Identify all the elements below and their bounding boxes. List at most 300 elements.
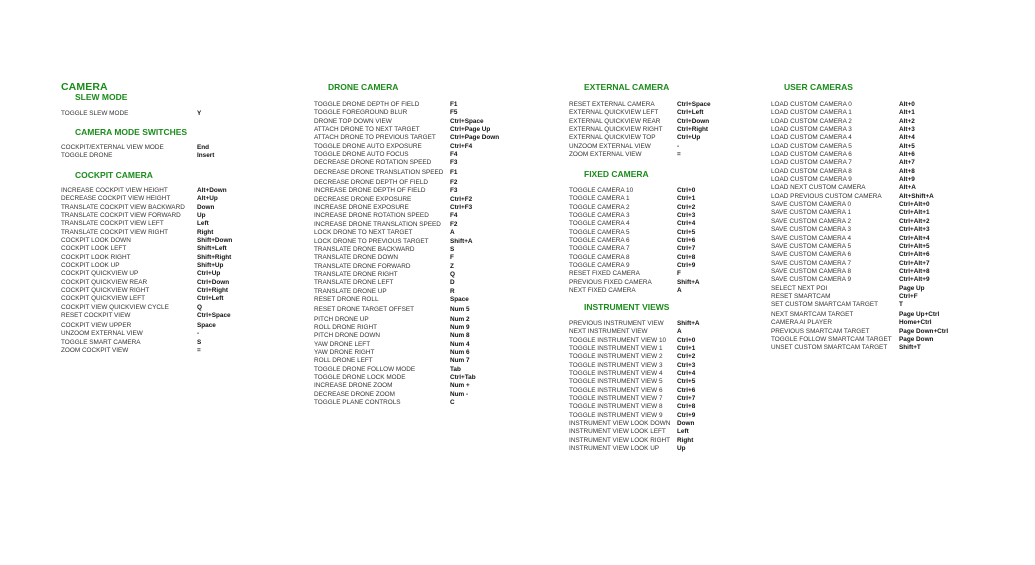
key-binding: Ctrl+Alt+3	[899, 226, 930, 234]
key-binding: Num 6	[450, 348, 470, 356]
key-binding: Num 9	[450, 323, 470, 331]
key-binding: Ctrl+5	[677, 378, 696, 386]
key-binding: A	[450, 229, 455, 237]
binding-row	[314, 169, 499, 177]
binding-row	[314, 187, 499, 195]
binding-row	[314, 118, 499, 126]
binding-row	[771, 176, 948, 184]
action-label: DECREASE DRONE DEPTH OF FIELD	[314, 179, 428, 187]
action-label: DECREASE DRONE EXPOSURE	[314, 195, 412, 203]
binding-row	[61, 245, 232, 253]
action-label: TOGGLE PLANE CONTROLS	[314, 399, 401, 407]
key-binding: Down	[677, 420, 695, 428]
action-label: CAMERA AI PLAYER	[771, 319, 832, 327]
action-label: ATTACH DRONE TO NEXT TARGET	[314, 126, 420, 134]
key-binding: Alt+7	[899, 159, 915, 167]
binding-row	[771, 109, 948, 117]
key-binding: F	[450, 254, 454, 262]
action-label: TRANSLATE DRONE BACKWARD	[314, 245, 415, 253]
key-binding: -	[677, 142, 680, 150]
binding-row	[314, 179, 499, 187]
action-label: EXTERNAL QUICKVIEW TOP	[569, 134, 656, 142]
key-binding: Ctrl+Up	[677, 134, 701, 142]
key-binding: Ctrl+Alt+4	[899, 234, 930, 242]
action-label: TOGGLE CAMERA 2	[569, 203, 630, 211]
action-label: ZOOM EXTERNAL VIEW	[569, 151, 642, 159]
action-label: LOAD CUSTOM CAMERA 9	[771, 176, 852, 184]
key-binding: Shift+Right	[197, 253, 232, 261]
action-label: TOGGLE DRONE LOCK MODE	[314, 374, 406, 381]
key-binding: D	[450, 279, 455, 287]
key-binding: Ctrl+F	[899, 292, 918, 300]
action-label: ATTACH DRONE TO PREVIOUS TARGET	[314, 134, 436, 142]
action-label: TOGGLE INSTRUMENT VIEW 9	[569, 411, 663, 419]
binding-row	[61, 212, 232, 220]
action-label: INCREASE DRONE TRANSLATION SPEED	[314, 220, 441, 228]
key-binding: Ctrl+Up	[197, 270, 221, 278]
binding-row	[771, 319, 948, 327]
section-heading: SLEW MODE	[75, 92, 128, 102]
key-binding: Ctrl+7	[677, 395, 696, 403]
key-binding: Ctrl+Right	[677, 126, 709, 134]
binding-row	[314, 126, 499, 134]
key-binding: Ctrl+8	[677, 403, 696, 411]
key-binding: F	[677, 270, 681, 278]
key-binding: Page Down+Ctrl	[899, 327, 949, 335]
key-binding: Tab	[450, 365, 461, 373]
binding-row	[61, 295, 232, 303]
action-label: TOGGLE DRONE FOLLOW MODE	[314, 365, 416, 373]
key-binding: Num 2	[450, 315, 470, 323]
key-binding: F2	[450, 179, 458, 187]
binding-row	[314, 391, 499, 399]
key-binding: Ctrl+3	[677, 361, 696, 369]
key-binding: Space	[450, 295, 469, 303]
binding-row	[771, 328, 948, 336]
action-label: LOAD CUSTOM CAMERA 6	[771, 151, 852, 159]
action-label: SAVE CUSTOM CAMERA 0	[771, 201, 852, 209]
action-label: SAVE CUSTOM CAMERA 4	[771, 234, 852, 242]
action-label: TOGGLE CAMERA 8	[569, 253, 630, 261]
action-label: TOGGLE DRONE	[61, 152, 113, 160]
action-label: TOGGLE INSTRUMENT VIEW 7	[569, 395, 663, 403]
key-binding: Num 8	[450, 332, 470, 340]
action-label: RESET EXTERNAL CAMERA	[569, 101, 655, 108]
binding-row	[771, 293, 948, 301]
binding-row	[61, 270, 232, 278]
action-label: DRONE TOP DOWN VIEW	[314, 117, 392, 125]
binding-row	[569, 428, 700, 436]
key-binding: Page Up+Ctrl	[899, 311, 940, 319]
action-label: INSTRUMENT VIEW LOOK LEFT	[569, 428, 666, 436]
binding-list	[314, 101, 499, 407]
key-binding: Ctrl+Down	[677, 117, 710, 125]
binding-row	[569, 118, 711, 126]
action-label: COCKPIT QUICKVIEW RIGHT	[61, 287, 150, 295]
key-binding: Ctrl+3	[677, 212, 696, 220]
key-binding: Ctrl+Left	[197, 295, 224, 303]
key-binding: Ctrl+Space	[197, 312, 231, 320]
action-label: EXTERNAL QUICKVIEW LEFT	[569, 109, 659, 117]
action-label: SAVE CUSTOM CAMERA 5	[771, 242, 852, 250]
binding-row	[771, 168, 948, 176]
binding-row	[569, 412, 700, 420]
binding-row	[314, 143, 499, 151]
action-label: SELECT NEXT POI	[771, 284, 828, 292]
binding-row	[314, 109, 499, 117]
action-label: TOGGLE FOLLOW SMARTCAM TARGET	[771, 336, 892, 344]
key-binding: Page Down	[899, 336, 934, 344]
action-label: TRANSLATE COCKPIT VIEW RIGHT	[61, 228, 168, 236]
binding-row	[314, 229, 499, 237]
action-label: TOGGLE DRONE DEPTH OF FIELD	[314, 101, 420, 108]
action-label: SET CUSTOM SMARTCAM TARGET	[771, 301, 878, 309]
action-label: TOGGLE INSTRUMENT VIEW 2	[569, 353, 663, 361]
binding-row	[61, 304, 232, 312]
binding-row	[314, 374, 499, 382]
key-binding: Ctrl+Alt+8	[899, 267, 930, 275]
action-label: ROLL DRONE LEFT	[314, 357, 373, 365]
key-binding: Alt+Shift+A	[899, 192, 934, 200]
action-label: TOGGLE FOREGROUND BLUR	[314, 109, 408, 117]
binding-row	[314, 263, 499, 271]
key-binding: F4	[450, 212, 458, 220]
key-binding: Ctrl+4	[677, 370, 696, 378]
binding-list	[771, 101, 948, 353]
binding-row	[61, 204, 232, 212]
key-binding: Num 5	[450, 305, 470, 313]
action-label: TOGGLE CAMERA 4	[569, 220, 630, 228]
key-binding: Alt+9	[899, 176, 915, 184]
action-label: TOGGLE INSTRUMENT VIEW 1	[569, 345, 663, 353]
key-binding: Ctrl+Right	[197, 287, 229, 295]
binding-row	[314, 399, 499, 407]
binding-row	[61, 195, 232, 203]
binding-row	[569, 362, 700, 370]
binding-row	[314, 341, 499, 349]
binding-row	[314, 204, 499, 212]
key-binding: Q	[450, 270, 455, 278]
binding-row	[314, 296, 499, 304]
key-binding: R	[450, 287, 455, 295]
binding-row	[314, 196, 499, 204]
action-label: RESET DRONE ROLL	[314, 295, 379, 303]
action-label: LOAD CUSTOM CAMERA 8	[771, 167, 852, 175]
section-heading: COCKPIT CAMERA	[75, 170, 153, 180]
binding-row	[569, 387, 700, 395]
action-label: UNZOOM EXTERNAL VIEW	[569, 142, 651, 150]
binding-row	[314, 134, 499, 142]
action-label: INCREASE DRONE ROTATION SPEED	[314, 212, 429, 220]
key-binding: Home+Ctrl	[899, 319, 932, 327]
key-binding: Alt+Down	[197, 187, 227, 194]
action-label: INCREASE COCKPIT VIEW HEIGHT	[61, 187, 168, 194]
key-binding: Ctrl+Space	[677, 101, 711, 108]
action-label: DECREASE COCKPIT VIEW HEIGHT	[61, 195, 171, 203]
action-label: SAVE CUSTOM CAMERA 1	[771, 209, 852, 217]
action-label: LOAD CUSTOM CAMERA 5	[771, 142, 852, 150]
binding-row	[314, 238, 499, 246]
action-label: NEXT INSTRUMENT VIEW	[569, 328, 648, 336]
binding-row	[314, 254, 499, 262]
binding-row	[61, 322, 232, 330]
binding-row	[569, 279, 700, 287]
key-binding: Ctrl+9	[677, 262, 696, 270]
action-label: SAVE CUSTOM CAMERA 2	[771, 217, 852, 225]
key-binding: End	[197, 144, 210, 151]
action-label: PITCH DRONE UP	[314, 315, 369, 323]
key-binding: Ctrl+6	[677, 237, 696, 245]
key-binding: F1	[450, 101, 458, 108]
action-label: COCKPIT QUICKVIEW LEFT	[61, 295, 146, 303]
action-label: TRANSLATE DRONE LEFT	[314, 279, 394, 287]
binding-row	[61, 254, 232, 262]
action-label: SAVE CUSTOM CAMERA 7	[771, 259, 852, 267]
action-label: LOAD CUSTOM CAMERA 1	[771, 109, 852, 117]
action-label: DECREASE DRONE ROTATION SPEED	[314, 159, 432, 167]
action-label: LOAD CUSTOM CAMERA 3	[771, 126, 852, 134]
binding-row	[314, 159, 499, 167]
action-label: COCKPIT LOOK DOWN	[61, 237, 131, 245]
action-label: ROLL DRONE RIGHT	[314, 323, 377, 331]
binding-row	[771, 184, 948, 192]
binding-row	[569, 395, 700, 403]
section-heading: CAMERA MODE SWITCHES	[75, 127, 188, 137]
binding-row	[771, 134, 948, 142]
binding-row	[771, 159, 948, 167]
action-label: NEXT SMARTCAM TARGET	[771, 311, 854, 319]
binding-row	[771, 201, 948, 209]
binding-row	[61, 262, 232, 270]
binding-row	[569, 212, 700, 220]
section-heading: DRONE CAMERA	[328, 82, 399, 92]
key-binding: Alt+1	[899, 109, 915, 117]
key-binding: Ctrl+6	[677, 386, 696, 394]
action-label: TOGGLE INSTRUMENT VIEW 8	[569, 403, 663, 411]
binding-row	[61, 144, 214, 152]
binding-row	[569, 403, 700, 411]
action-label: TOGGLE INSTRUMENT VIEW 6	[569, 386, 663, 394]
key-binding: Num 4	[450, 340, 470, 348]
key-binding: Insert	[197, 152, 215, 160]
page-title: CAMERA	[61, 81, 108, 93]
key-binding: C	[450, 399, 455, 407]
action-label: EXTERNAL QUICKVIEW REAR	[569, 117, 661, 125]
binding-row	[569, 101, 711, 109]
key-binding: Left	[197, 220, 209, 228]
binding-row	[771, 344, 948, 352]
key-binding: =	[677, 151, 681, 159]
action-label: TOGGLE INSTRUMENT VIEW 5	[569, 378, 663, 386]
binding-row	[771, 260, 948, 268]
key-binding: Space	[197, 322, 216, 329]
action-label: INCREASE DRONE EXPOSURE	[314, 204, 409, 212]
action-label: TRANSLATE DRONE FORWARD	[314, 262, 411, 270]
key-binding: Num -	[450, 390, 469, 398]
binding-row	[569, 378, 700, 386]
binding-row	[569, 195, 700, 203]
key-binding: Ctrl+Alt+6	[899, 251, 930, 259]
binding-row	[61, 229, 232, 237]
binding-row	[61, 330, 232, 338]
action-label: COCKPIT VIEW QUICKVIEW CYCLE	[61, 303, 169, 311]
binding-row	[314, 221, 499, 229]
key-binding: Ctrl+4	[677, 220, 696, 228]
action-label: NEXT FIXED CAMERA	[569, 287, 636, 295]
key-binding: Alt+2	[899, 117, 915, 125]
binding-row	[771, 311, 948, 319]
action-label: SAVE CUSTOM CAMERA 8	[771, 267, 852, 275]
key-binding: Ctrl+2	[677, 203, 696, 211]
binding-row	[314, 246, 499, 254]
binding-row	[314, 357, 499, 365]
action-label: PREVIOUS FIXED CAMERA	[569, 278, 652, 286]
section-heading: FIXED CAMERA	[584, 169, 649, 179]
binding-row	[569, 337, 700, 345]
binding-row	[569, 270, 700, 278]
section-heading: INSTRUMENT VIEWS	[584, 302, 670, 312]
binding-row	[61, 187, 232, 195]
key-binding: Ctrl+Left	[677, 109, 704, 117]
binding-row	[61, 110, 201, 118]
key-binding: Up	[677, 445, 686, 453]
action-label: TRANSLATE COCKPIT VIEW FORWARD	[61, 212, 181, 220]
action-label: TOGGLE DRONE AUTO EXPOSURE	[314, 142, 422, 150]
action-label: PITCH DRONE DOWN	[314, 332, 381, 340]
binding-row	[771, 193, 948, 201]
binding-row	[61, 279, 232, 287]
key-binding: S	[450, 245, 455, 253]
binding-row	[314, 324, 499, 332]
binding-row	[771, 151, 948, 159]
binding-row	[569, 229, 700, 237]
action-label: PREVIOUS SMARTCAM TARGET	[771, 327, 870, 335]
key-binding: Page Up	[899, 284, 925, 292]
binding-row	[61, 220, 232, 228]
action-label: RESET FIXED CAMERA	[569, 270, 640, 278]
action-label: SAVE CUSTOM CAMERA 9	[771, 276, 852, 284]
action-label: LOAD CUSTOM CAMERA 4	[771, 134, 852, 142]
action-label: SAVE CUSTOM CAMERA 3	[771, 226, 852, 234]
action-label: TRANSLATE DRONE DOWN	[314, 254, 399, 262]
key-binding: Ctrl+Alt+9	[899, 276, 930, 284]
action-label: DECREASE DRONE TRANSLATION SPEED	[314, 169, 444, 177]
action-label: RESET COCKPIT VIEW	[61, 312, 131, 320]
binding-row	[569, 370, 700, 378]
key-binding: Ctrl+1	[677, 345, 696, 353]
binding-row	[314, 288, 499, 296]
key-binding: Ctrl+7	[677, 245, 696, 253]
action-label: LOAD CUSTOM CAMERA 7	[771, 159, 852, 167]
action-label: COCKPIT LOOK RIGHT	[61, 253, 131, 261]
binding-row	[314, 271, 499, 279]
binding-row	[569, 134, 711, 142]
key-binding: Ctrl+0	[677, 187, 696, 194]
binding-row	[771, 126, 948, 134]
binding-row	[569, 353, 700, 361]
action-label: RESET SMARTCAM	[771, 292, 831, 300]
key-binding: Shift+Down	[197, 237, 233, 245]
binding-row	[569, 287, 700, 295]
action-label: TOGGLE INSTRUMENT VIEW 10	[569, 336, 667, 344]
key-binding: Alt+8	[899, 167, 915, 175]
action-label: TOGGLE CAMERA 7	[569, 245, 630, 253]
key-binding: Right	[677, 436, 694, 444]
action-label: ZOOM COCKPIT VIEW	[61, 347, 129, 355]
binding-row	[314, 366, 499, 374]
binding-row	[314, 382, 499, 390]
action-label: COCKPIT QUICKVIEW UP	[61, 270, 139, 278]
action-label: COCKPIT LOOK LEFT	[61, 245, 127, 253]
action-label: YAW DRONE RIGHT	[314, 348, 375, 356]
key-binding: Ctrl+9	[677, 411, 696, 419]
binding-row	[569, 245, 700, 253]
key-binding: F1	[450, 169, 458, 177]
key-binding: Ctrl+Alt+0	[899, 201, 930, 209]
binding-row	[61, 287, 232, 295]
key-binding: Ctrl+Alt+2	[899, 217, 930, 225]
action-label: TOGGLE DRONE AUTO FOCUS	[314, 151, 409, 159]
binding-row	[771, 251, 948, 259]
binding-row	[569, 262, 700, 270]
action-label: TOGGLE SMART CAMERA	[61, 338, 141, 346]
key-binding: Down	[197, 203, 215, 211]
binding-row	[771, 101, 948, 109]
key-binding: Q	[197, 303, 202, 311]
key-binding: Shift+T	[899, 344, 921, 352]
binding-row	[569, 109, 711, 117]
key-binding: Shift+Up	[197, 262, 224, 270]
binding-row	[569, 151, 711, 159]
key-binding: Alt+5	[899, 142, 915, 150]
key-binding: Ctrl+Tab	[450, 374, 476, 381]
action-label: TOGGLE INSTRUMENT VIEW 3	[569, 361, 663, 369]
key-binding: Ctrl+Alt+5	[899, 242, 930, 250]
binding-row	[61, 237, 232, 245]
key-binding: Alt+6	[899, 151, 915, 159]
action-label: INSTRUMENT VIEW LOOK UP	[569, 445, 660, 453]
key-binding: Ctrl+F3	[450, 204, 473, 212]
binding-row	[569, 204, 700, 212]
action-label: INSTRUMENT VIEW LOOK DOWN	[569, 420, 671, 428]
binding-list	[569, 320, 700, 454]
action-label: YAW DRONE LEFT	[314, 340, 371, 348]
key-binding: Ctrl+F2	[450, 195, 473, 203]
key-binding: A	[677, 287, 682, 295]
key-binding: Ctrl+F4	[450, 142, 473, 150]
binding-row	[569, 320, 700, 328]
binding-row	[569, 187, 700, 195]
binding-row	[771, 285, 948, 293]
binding-list	[569, 187, 700, 295]
key-binding: Num +	[450, 382, 470, 390]
action-label: LOAD NEXT CUSTOM CAMERA	[771, 184, 866, 192]
action-label: UNSET CUSTOM SMARTCAM TARGET	[771, 344, 888, 352]
key-binding: Right	[197, 228, 214, 236]
action-label: TRANSLATE COCKPIT VIEW BACKWARD	[61, 203, 185, 211]
key-binding: Shift+Left	[197, 245, 227, 253]
action-label: TOGGLE SLEW MODE	[61, 110, 129, 117]
key-binding: F3	[450, 159, 458, 167]
key-binding: Ctrl+Space	[450, 117, 484, 125]
action-label: INSTRUMENT VIEW LOOK RIGHT	[569, 436, 671, 444]
action-label: EXTERNAL QUICKVIEW RIGHT	[569, 126, 663, 134]
binding-row	[569, 220, 700, 228]
action-label: TOGGLE CAMERA 6	[569, 237, 630, 245]
action-label: TOGGLE CAMERA 3	[569, 212, 630, 220]
binding-row	[61, 152, 214, 160]
action-label: INCREASE DRONE ZOOM	[314, 382, 393, 390]
